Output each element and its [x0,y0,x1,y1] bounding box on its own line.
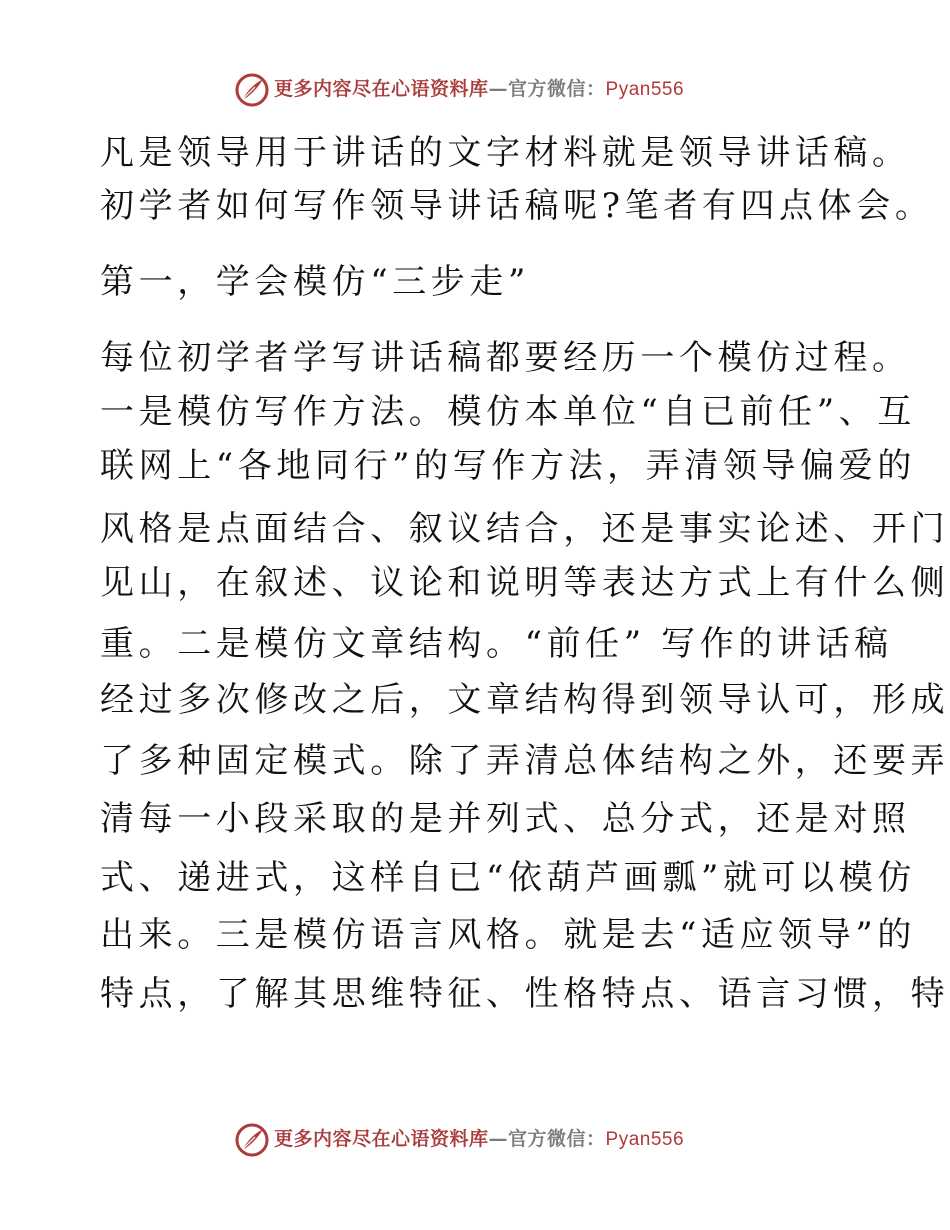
body-line: 风格是点面结合、叙议结合，还是事实论述、开门 [100,509,950,549]
body-line: 经过多次修改之后，文章结构得到领导认可，形成 [100,680,950,720]
watermark-wechat-label: 官方微信： [508,78,606,100]
body-line: 特点，了解其思维特征、性格特点、语言习惯，特 [100,974,950,1014]
watermark-site: 更多内容尽在心语资料库 [274,78,489,100]
footer-watermark [0,1120,950,1160]
header-watermark [0,70,950,110]
body-line: 联网上“各地同行”的写作方法，弄清领导偏爱的 [100,446,916,486]
watermark-separator: — [488,78,509,100]
feather-logo-icon [234,72,270,108]
watermark-wechat-label: 官方微信： [508,1128,606,1150]
feather-logo-icon [234,1122,270,1158]
body-line: 重。二是模仿文章结构。“前任” 写作的讲话稿 [100,624,893,664]
watermark-wechat-id: Pyan556 [605,1129,685,1150]
section-heading: 第一，学会模仿“三步走” [100,262,530,302]
body-line: 出来。三是模仿语言风格。就是去“适应领导”的 [100,915,916,955]
body-line: 清每一小段采取的是并列式、总分式，还是对照 [100,799,911,839]
body-line: 凡是领导用于讲话的文字材料就是领导讲话稿。 [100,133,911,173]
watermark-separator: — [488,1128,509,1150]
body-line: 了多种固定模式。除了弄清总体结构之外，还要弄 [100,741,950,781]
body-line: 见山，在叙述、议论和说明等表达方式上有什么侧 [100,563,950,603]
body-line: 一是模仿写作方法。模仿本单位“自已前任”、互 [100,392,916,432]
watermark-site: 更多内容尽在心语资料库 [274,1128,489,1150]
body-line: 式、递进式，这样自已“依葫芦画瓢”就可以模仿 [100,858,916,898]
watermark-wechat-id: Pyan556 [605,79,685,100]
body-line: 初学者如何写作领导讲话稿呢?笔者有四点体会。 [100,186,934,226]
body-line: 每位初学者学写讲话稿都要经历一个模仿过程。 [100,338,911,378]
